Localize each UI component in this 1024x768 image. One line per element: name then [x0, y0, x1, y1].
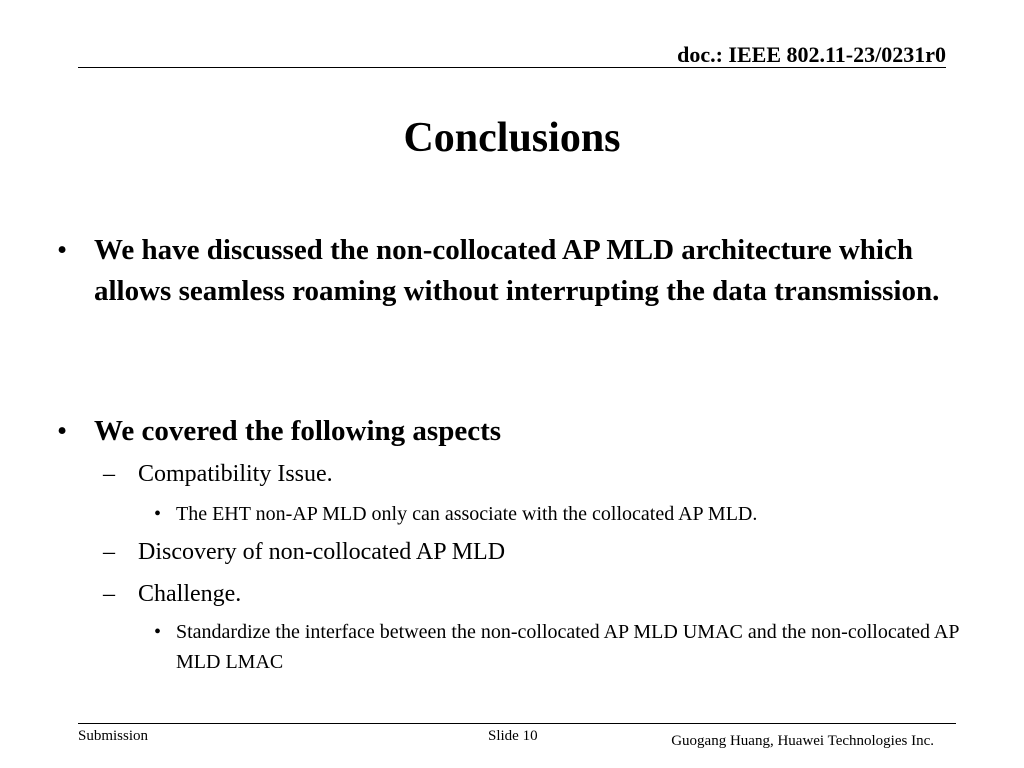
footer-divider: [78, 723, 956, 724]
footer-author: Guogang Huang, Huawei Technologies Inc.: [671, 733, 934, 749]
subitem-text: Compatibility Issue.: [138, 461, 333, 487]
bullet-marker: •: [154, 503, 162, 525]
document-id: doc.: IEEE 802.11-23/0231r0: [677, 42, 946, 67]
bullet-marker: •: [154, 621, 162, 643]
dash-marker: –: [103, 461, 115, 487]
header-divider: [78, 67, 946, 68]
subitem-challenge: [103, 579, 998, 609]
slide-title: Conclusions: [403, 115, 621, 161]
bullet-aspects: [57, 411, 994, 452]
bullet-architecture: [57, 230, 994, 312]
detail-challenge: [154, 617, 996, 677]
footer-slide-number: Slide 10: [488, 728, 538, 744]
detail-text: Standardize the interface between the non-collocated AP MLD UMAC and the non-collocated AP MLD LMAC: [176, 621, 959, 673]
bullet-marker: •: [57, 415, 68, 447]
subitem-compatibility: [103, 459, 998, 489]
detail-compatibility: [154, 499, 996, 529]
detail-text: The EHT non-AP MLD only can associate with the collocated AP MLD.: [176, 503, 758, 525]
dash-marker: –: [103, 581, 115, 607]
bullet-text: We covered the following aspects: [94, 415, 502, 447]
subitem-discovery: [103, 537, 998, 567]
dash-marker: –: [103, 539, 115, 565]
subitem-text: Discovery of non-collocated AP MLD: [138, 539, 506, 565]
bullet-text: We have discussed the non-collocated AP MLD architecture which allows seamless roaming without interrupting the data transmission.: [94, 234, 940, 307]
footer-submission: Submission: [78, 728, 149, 744]
bullet-marker: •: [57, 234, 68, 266]
subitem-text: Challenge.: [138, 581, 242, 607]
